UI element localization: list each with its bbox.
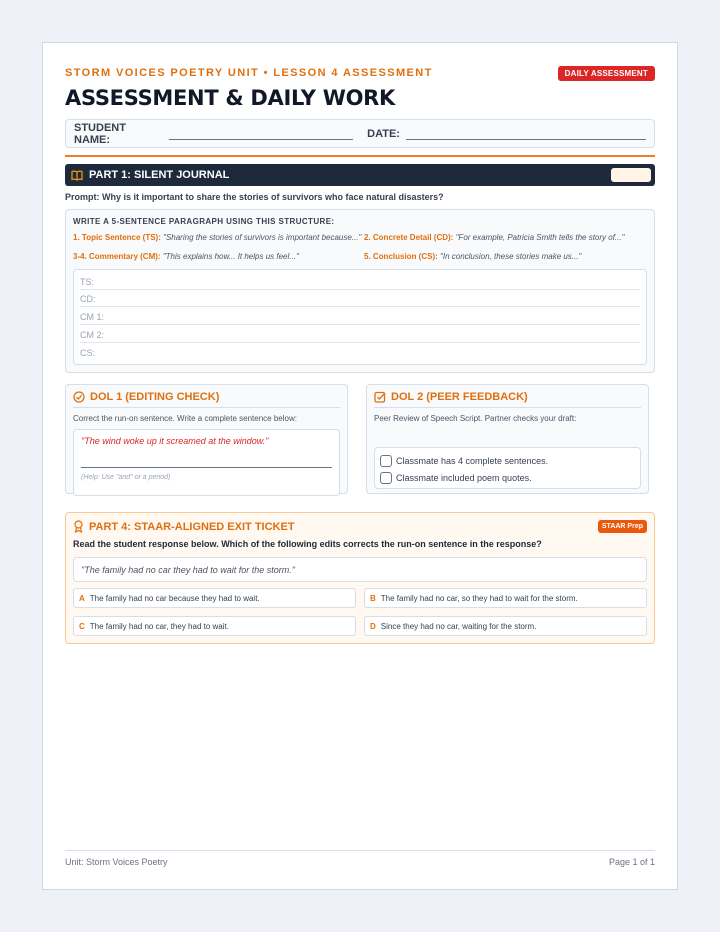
- dol2-checklist: [374, 447, 641, 489]
- student-info-box: [65, 119, 655, 148]
- part1-score-pill: [611, 168, 651, 182]
- writing-line-cs[interactable]: CS:: [80, 348, 96, 359]
- part1-header: [65, 164, 655, 186]
- staar-prep-badge: STAAR Prep: [598, 520, 647, 533]
- dol-row: [65, 384, 655, 494]
- dol1-answer-line[interactable]: [81, 467, 332, 468]
- dol1-header: [73, 391, 340, 408]
- student-name-field[interactable]: [169, 128, 354, 140]
- dol1-help-text: (Help: Use "and" or a period): [81, 474, 171, 482]
- footer-unit: Unit: Storm Voices Poetry: [65, 857, 168, 867]
- option-d[interactable]: D Since they had no car, waiting for the storm.: [364, 616, 647, 636]
- option-b[interactable]: B The family had no car, so they had to wait for the storm.: [364, 588, 647, 608]
- dol1-card: [65, 384, 348, 494]
- exit-ticket-question: Read the student response below. Which of the following edits corrects the run-on sentence in the response?: [73, 539, 542, 550]
- dol2-card: [366, 384, 649, 494]
- check-square-icon: [374, 391, 386, 403]
- dol1-instruction: Correct the run-on sentence. Write a complete sentence below:: [73, 414, 297, 424]
- book-icon: [71, 170, 83, 181]
- unit-kicker: STORM VOICES POETRY UNIT • LESSON 4 ASSESSMENT: [65, 67, 433, 79]
- dol2-header: [374, 391, 641, 408]
- structure-heading: WRITE A 5-SENTENCE PARAGRAPH USING THIS STRUCTURE:: [73, 217, 335, 227]
- page-footer: [65, 850, 655, 867]
- option-a[interactable]: A The family had no car because they had to wait.: [73, 588, 356, 608]
- dol1-answer-box: [73, 429, 340, 496]
- orange-divider: [65, 155, 655, 157]
- exit-ticket-title: PART 4: STAAR-ALIGNED EXIT TICKET: [89, 520, 295, 533]
- footer-page-number: Page 1 of 1: [608, 857, 655, 867]
- guide-commentary: 3-4. Commentary (CM): "This explains how... It helps us feel...": [73, 252, 299, 262]
- checkbox[interactable]: [380, 472, 392, 484]
- worksheet-page: [42, 42, 678, 890]
- exit-ticket-card: [65, 512, 655, 644]
- writing-line-ts[interactable]: TS:: [80, 272, 640, 290]
- dol2-title: DOL 2 (PEER FEEDBACK): [391, 391, 528, 404]
- header-bar: [65, 65, 655, 81]
- exit-ticket-header: [73, 520, 647, 533]
- daily-assessment-badge: DAILY ASSESSMENT: [558, 66, 655, 81]
- award-icon: [73, 520, 84, 533]
- guide-topic-sentence: 1. Topic Sentence (TS): "Sharing the stories of survivors is important because...": [73, 233, 362, 243]
- check-circle-icon: [73, 391, 85, 403]
- student-response: "The family had no car they had to wait for the storm.": [73, 557, 647, 582]
- answer-options: [73, 588, 647, 636]
- checkbox[interactable]: [380, 455, 392, 467]
- date-label: DATE:: [367, 127, 400, 140]
- journal-box: [65, 209, 655, 373]
- checklist-item[interactable]: Classmate has 4 complete sentences.: [380, 453, 635, 469]
- guide-conclusion: 5. Conclusion (CS): "In conclusion, these stories make us...": [364, 252, 582, 262]
- option-c[interactable]: C The family had no car, they had to wait.: [73, 616, 356, 636]
- dol1-title: DOL 1 (EDITING CHECK): [90, 391, 220, 404]
- page-title: ASSESSMENT & DAILY WORK: [65, 86, 395, 110]
- journal-prompt: Prompt: Why is it important to share the stories of survivors who face natural disasters?: [65, 192, 444, 203]
- dol2-instruction: Peer Review of Speech Script. Partner checks your draft:: [374, 414, 577, 424]
- writing-line-cm1[interactable]: CM 1:: [80, 307, 640, 325]
- guide-concrete-detail: 2. Concrete Detail (CD): "For example, Patricia Smith tells the story of...": [364, 233, 625, 243]
- writing-line-cm2[interactable]: CM 2:: [80, 325, 640, 343]
- part1-title: PART 1: SILENT JOURNAL: [89, 169, 230, 182]
- writing-line-cd[interactable]: CD:: [80, 290, 640, 308]
- run-on-sentence: "The wind woke up it screamed at the window.": [81, 436, 269, 447]
- journal-writing-area[interactable]: [73, 269, 647, 365]
- checklist-item[interactable]: Classmate included poem quotes.: [380, 470, 635, 486]
- structure-guide: [73, 232, 647, 263]
- student-name-label: STUDENT NAME:: [74, 121, 126, 146]
- date-field[interactable]: [406, 128, 646, 140]
